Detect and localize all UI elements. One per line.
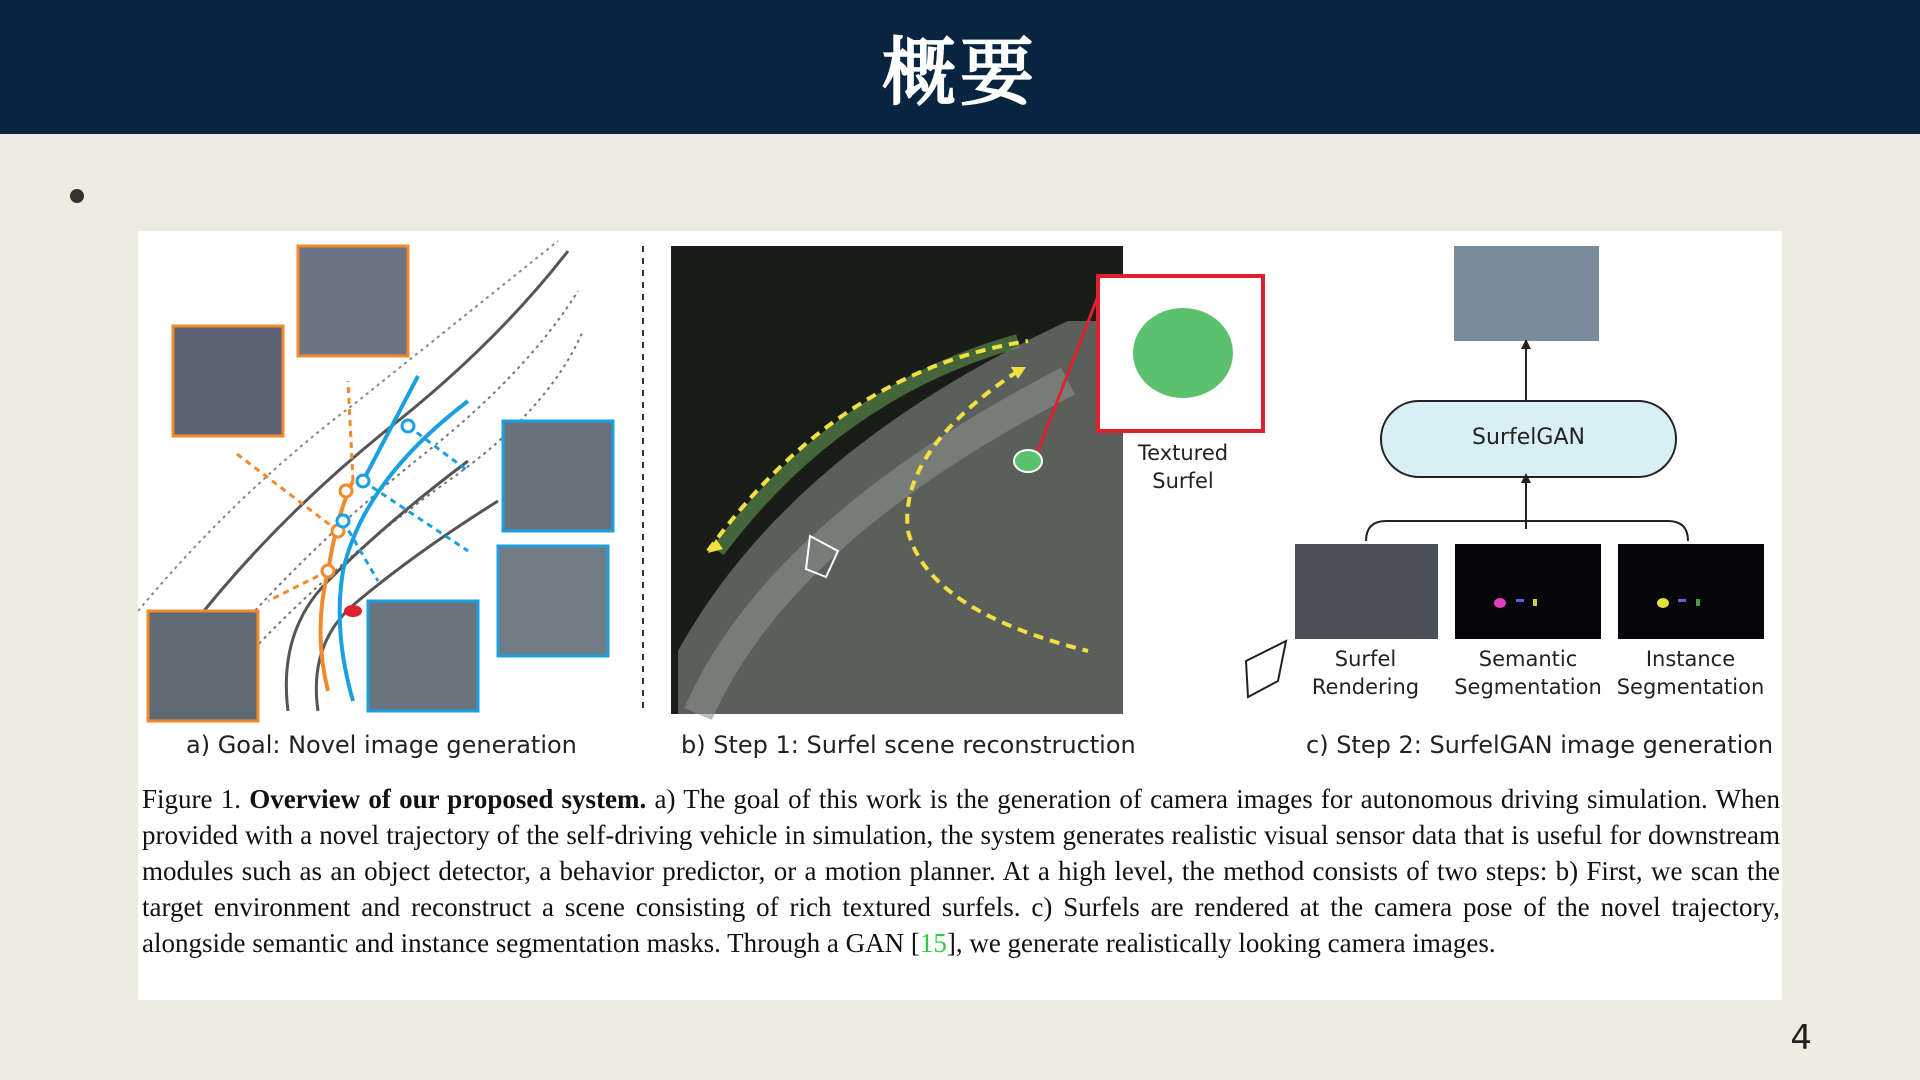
caption-body: a) The goal of this work is the generation of camera images for autonomous driving simulation. When provided with a novel trajectory of the self-driving vehicle in simulation, the system generates realistic visual sensor data that is useful for downstream modules such as an object detector, a behavior predictor, or a motion planner. At a high level, the method consists of two steps: b) First, we scan the target environment and reconstruct a scene consisting of rich textured surfels. c) Surfels are rendered at the camera pose of the novel trajectory, alongside semantic and instance segmentation masks. Through a GAN [ bbox=[142, 784, 1780, 958]
panel-b-label: b) Step 1: Surfel scene reconstruction bbox=[681, 731, 1136, 759]
panel-a-map bbox=[138, 231, 638, 721]
textured-surfel-label-line2: Surfel bbox=[1152, 469, 1214, 493]
caption-bold: Overview of our proposed system. bbox=[249, 784, 647, 814]
slide-title: 概要 bbox=[882, 30, 1038, 116]
panel-c-pipeline bbox=[1246, 246, 1764, 697]
caption-prefix: Figure 1. bbox=[142, 784, 250, 814]
figure-caption bbox=[142, 781, 1780, 961]
textured-surfel-label bbox=[1118, 439, 1248, 495]
instance-segmentation-label bbox=[1608, 645, 1773, 701]
figure-image bbox=[138, 231, 1782, 1000]
panel-a-label: a) Goal: Novel image generation bbox=[186, 731, 577, 759]
semantic-segmentation-label-line2: Segmentation bbox=[1454, 675, 1602, 699]
surfel-rendering-label bbox=[1288, 645, 1443, 701]
surfelgan-box-label: SurfelGAN bbox=[1472, 425, 1585, 450]
textured-surfel-label-line1: Textured bbox=[1137, 441, 1229, 465]
page-number: 4 bbox=[1790, 1018, 1812, 1058]
surfel-rendering-label-line2: Rendering bbox=[1311, 675, 1420, 699]
semantic-segmentation-label-line1: Semantic bbox=[1478, 647, 1578, 671]
surfel-rendering-label-line1: Surfel bbox=[1334, 647, 1397, 671]
bullet-point bbox=[70, 189, 84, 203]
caption-citation: 15 bbox=[919, 928, 947, 958]
caption-end: ], we generate realistically looking camera images. bbox=[946, 928, 1496, 958]
instance-segmentation-label-line1: Instance bbox=[1645, 647, 1736, 671]
instance-segmentation-label-line2: Segmentation bbox=[1616, 675, 1765, 699]
semantic-segmentation-label bbox=[1443, 645, 1613, 701]
title-bar bbox=[0, 0, 1920, 134]
panel-c-label: c) Step 2: SurfelGAN image generation bbox=[1306, 731, 1774, 759]
